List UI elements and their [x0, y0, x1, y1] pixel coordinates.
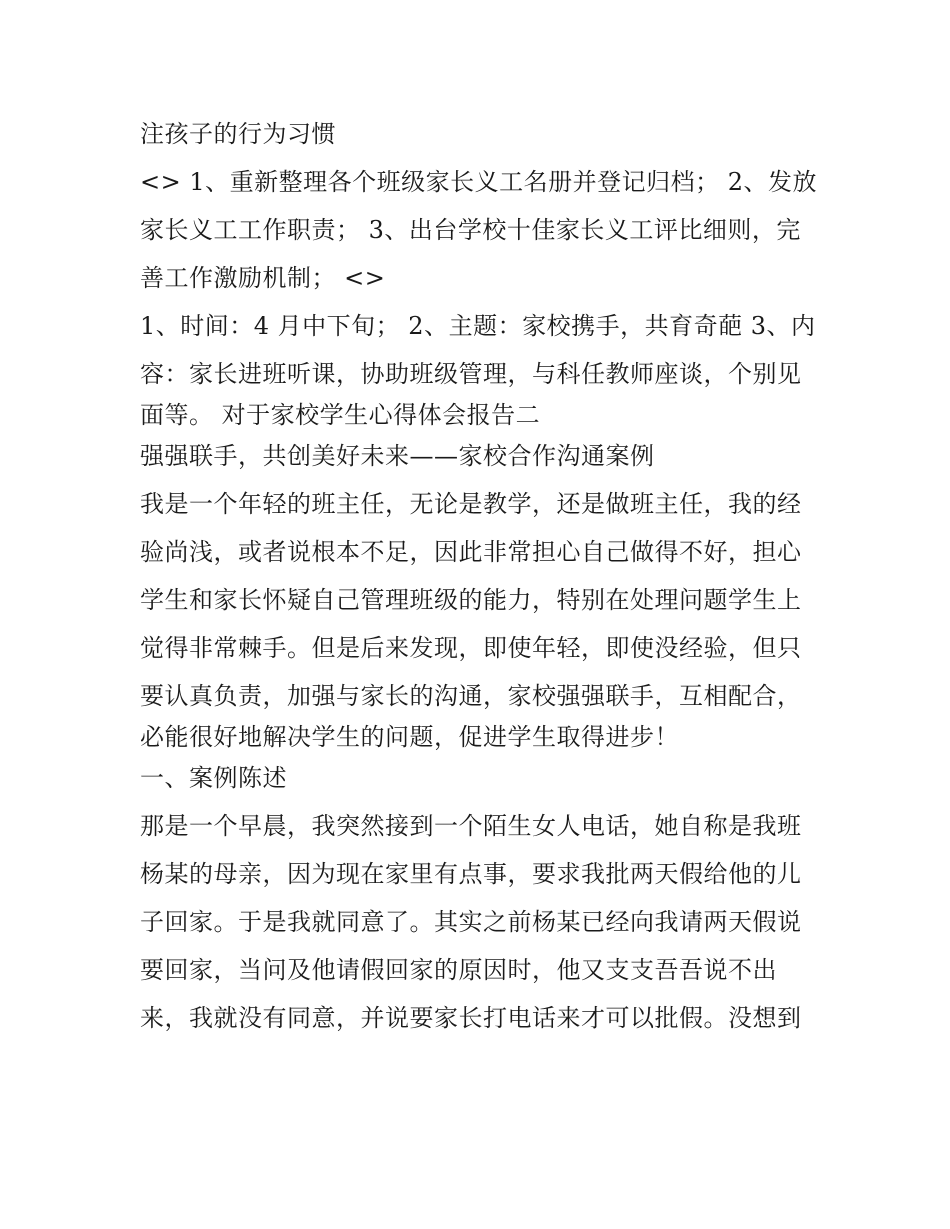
- document-body: [140, 110, 820, 1042]
- text-line: 验尚浅，或者说根本不足，因此非常担心自己做得不好，担心: [140, 538, 802, 566]
- text-line: 必能很好地解决学生的问题，促进学生取得进步！: [140, 723, 679, 751]
- text-line: 要回家，当问及他请假回家的原因时，他又支支吾吾说不出: [140, 956, 777, 984]
- text-line: 面等。 对于家校学生心得体会报告二: [140, 401, 541, 429]
- text-line: 家长义工工作职责； 3、出台学校十佳家长义工评比细则，完: [140, 216, 801, 244]
- text-line: 要认真负责，加强与家长的沟通，家校强强联手，互相配合，: [140, 682, 802, 710]
- text-line: 善工作激励机制； <>: [140, 264, 386, 292]
- text-line: <> 1、重新整理各个班级家长义工名册并登记归档； 2、发放: [140, 168, 818, 196]
- text-line: 来，我就没有同意，并说要家长打电话来才可以批假。没想到: [140, 1004, 802, 1032]
- text-line: 注孩子的行为习惯: [140, 120, 336, 148]
- text-line: 我是一个年轻的班主任，无论是教学，还是做班主任，我的经: [140, 490, 802, 518]
- text-line: 觉得非常棘手。但是后来发现，即使年轻，即使没经验，但只: [140, 634, 802, 662]
- text-line: 学生和家长怀疑自己管理班级的能力，特别在处理问题学生上: [140, 586, 802, 614]
- text-line: 那是一个早晨，我突然接到一个陌生女人电话，她自称是我班: [140, 812, 802, 840]
- text-line: 容：家长进班听课，协助班级管理，与科任教师座谈，个别见: [140, 360, 802, 388]
- section-heading: 一、案例陈述: [140, 764, 287, 792]
- text-line: 杨某的母亲，因为现在家里有点事，要求我批两天假给他的儿: [140, 860, 802, 888]
- text-line: 强强联手，共创美好未来——家校合作沟通案例: [140, 442, 655, 470]
- text-line: 1、时间：4 月中下旬； 2、主题：家校携手，共育奇葩 3、内: [140, 312, 816, 340]
- text-line: 子回家。于是我就同意了。其实之前杨某已经向我请两天假说: [140, 908, 802, 936]
